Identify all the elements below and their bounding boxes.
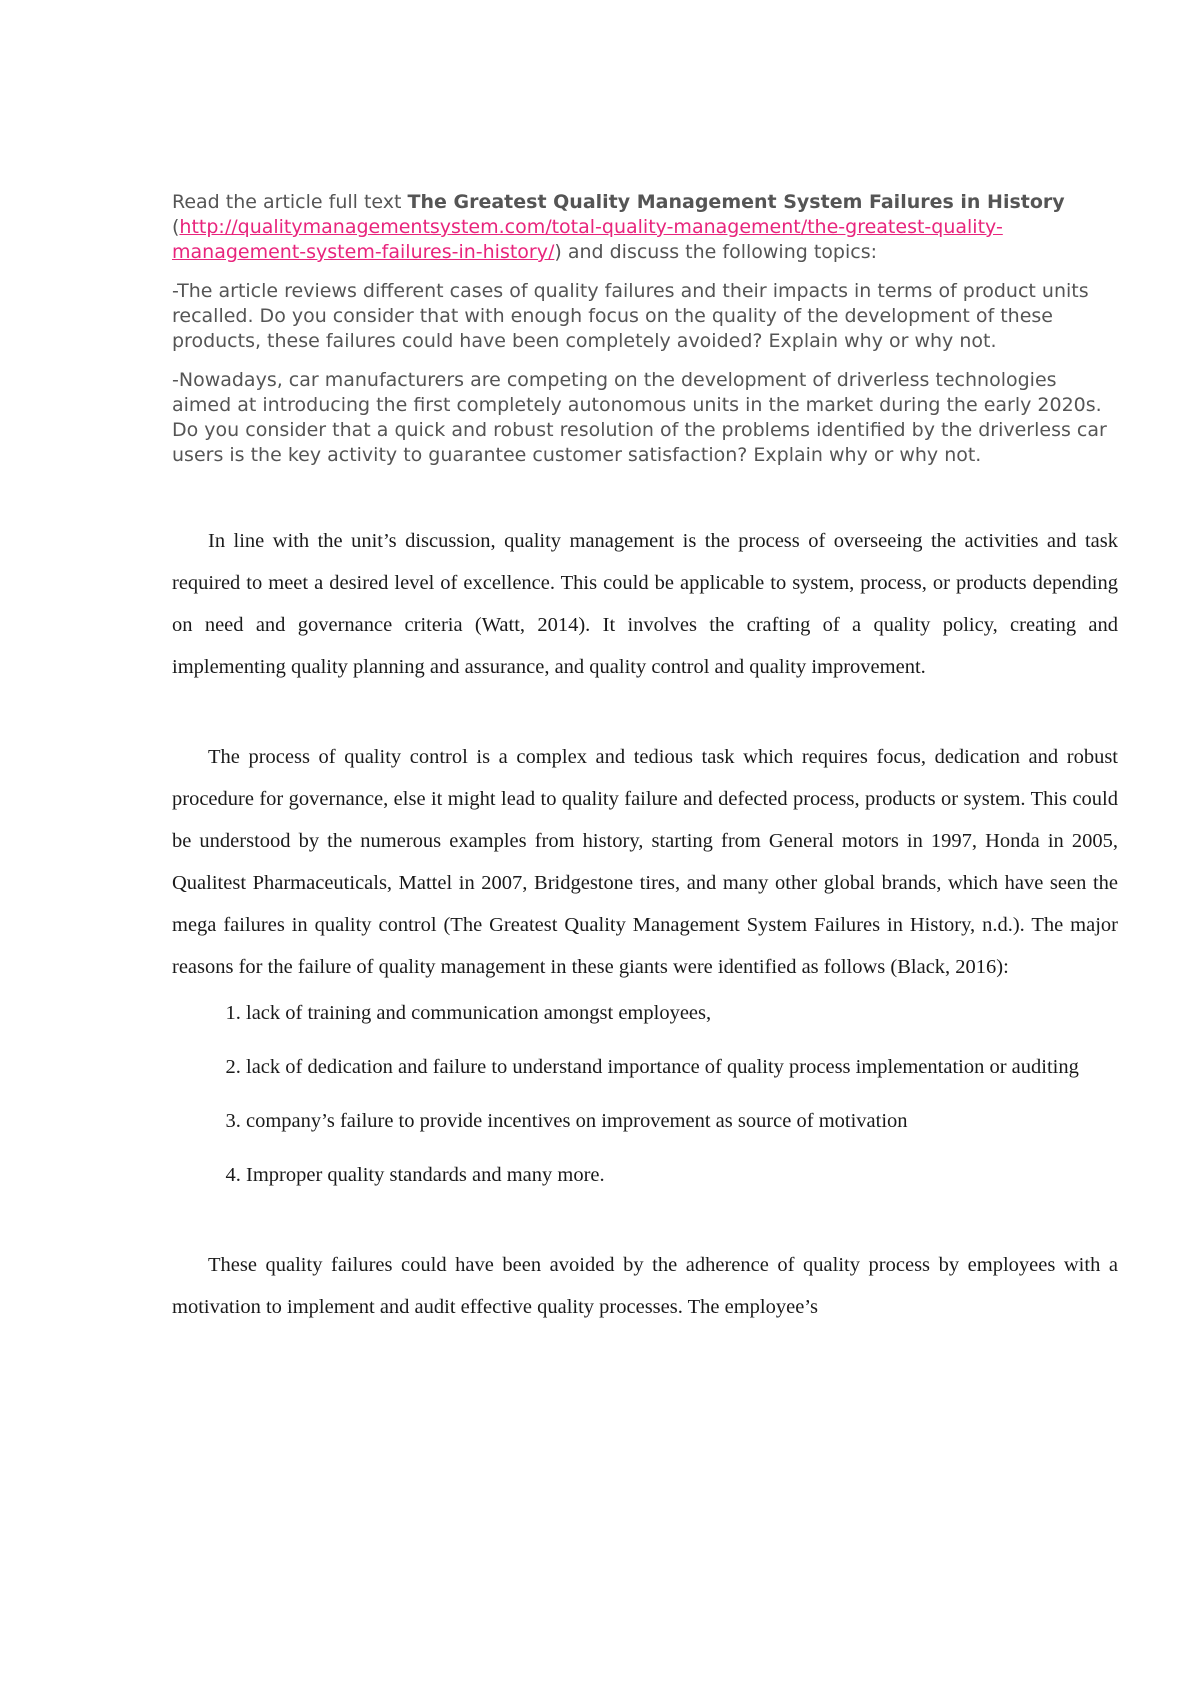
essay-paragraph-1: In line with the unit’s discussion, quality management is the process of overseeing the activities and task required to meet a desired level of excellence. This could be applicable to system, process, or products depending on need and governance criteria (Watt, 2014). It involves the crafting of a quality policy, creating and implementing quality planning and assurance, and quality control and quality improvement. (172, 530, 1118, 678)
essay-body (172, 520, 1118, 1328)
document-page (172, 190, 1118, 1328)
discussion-topic-1: -The article reviews different cases of quality failures and their impacts in terms of product units recalled. Do you consider that with enough focus on the quality of the development of these products, these failures could have been completely avoided? Explain why or why not. (172, 280, 1089, 352)
list-item: 1. lack of training and communication amongst employees, (246, 992, 1118, 1034)
list-item: 2. lack of dedication and failure to understand importance of quality process implementation or auditing (246, 1046, 1118, 1088)
discussion-topic-2: -Nowadays, car manufacturers are competing on the development of driverless technologies aimed at introducing the first completely autonomous units in the market during the early 2020s. Do you consider that a quick and robust resolution of the problems identified by the driverless car users is the key activity to guarantee customer satisfaction? Explain why or why not. (172, 369, 1107, 466)
list-item: 3. company’s failure to provide incentives on improvement as source of motivation (246, 1100, 1118, 1142)
essay-paragraph-2: The process of quality control is a complex and tedious task which requires focus, dedication and robust procedure for governance, else it might lead to quality failure and defected process, products or system. This could be understood by the numerous examples from history, starting from General motors in 1997, Honda in 2005, Qualitest Pharmaceuticals, Mattel in 2007, Bridgestone tires, and many other global brands, which have seen the mega failures in quality control (The Greatest Quality Management System Failures in History, n.d.). The major reasons for the failure of quality management in these giants were identified as follows (Black, 2016): (172, 746, 1118, 978)
intro-prefix: Read the article full text (172, 191, 408, 213)
article-title: The Greatest Quality Management System Failures in History (407, 191, 1065, 213)
intro-suffix: ) and discuss the following topics: (554, 241, 878, 263)
assignment-intro (172, 190, 1118, 265)
paren-open: ( (172, 216, 180, 238)
list-item: 4. Improper quality standards and many more. (246, 1154, 1118, 1196)
article-link[interactable]: http://qualitymanagementsystem.com/total-quality-management/the-greatest-quality-management-system-failures-in-history/ (172, 216, 1003, 263)
essay-paragraph-3: These quality failures could have been avoided by the adherence of quality process by employees with a motivation to implement and audit effective quality processes. The employee’s (172, 1254, 1118, 1318)
failure-reasons-list (172, 992, 1118, 1196)
